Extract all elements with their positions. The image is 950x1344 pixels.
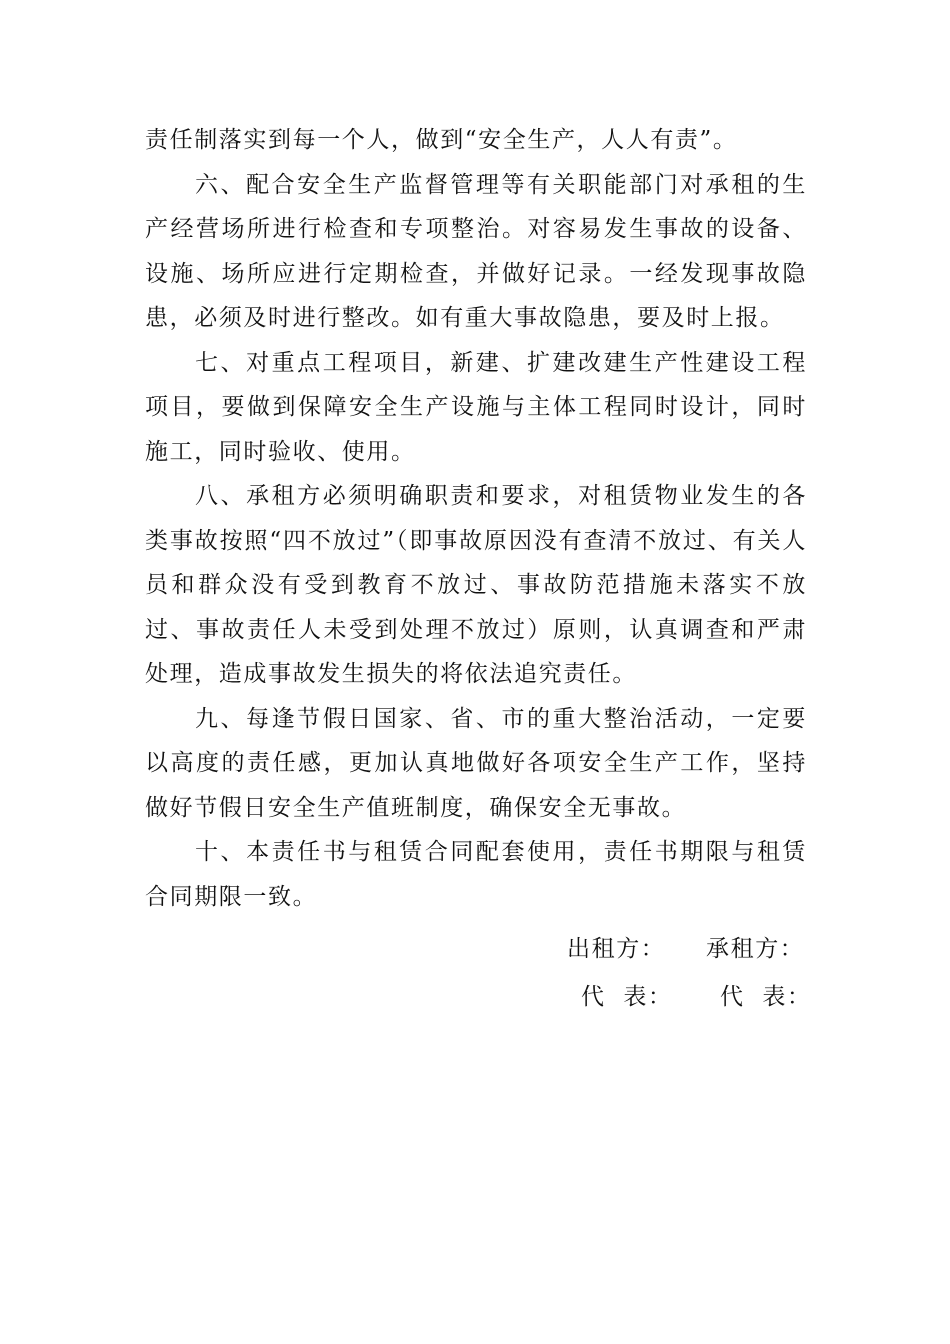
signature-representatives-row [0,978,950,1010]
paragraph-clause-7: 七、对重点工程项目，新建、扩建改建生产性建设工程项目，要做到保障安全生产设施与主体工程同时设计，同时施工，同时验收、使用。 [145,349,807,465]
lessee-representative-label: 代 表： [720,984,812,1010]
paragraph-clause-6: 六、配合安全生产监督管理等有关职能部门对承租的生产经营场所进行检查和专项整治。对容易发生事故的设备、设施、场所应进行定期检查，并做好记录。一经发现事故隐患，必须及时进行整改。如有重大事故隐患，要及时上报。 [145,171,807,331]
signature-parties-row [0,930,950,962]
document-body [145,118,807,919]
lessee-label: 承租方： [706,936,805,962]
paragraph-clause-10: 十、本责任书与租赁合同配套使用，责任书期限与租赁合同期限一致。 [145,839,807,910]
lessor-label: 出租方： [567,936,666,962]
paragraph-clause-8: 八、承租方必须明确职责和要求，对租赁物业发生的各类事故按照“四不放过”（即事故原因没有查清不放过、有关人员和群众没有受到教育不放过、事故防范措施未落实不放过、事故责任人未受到处理不放过）原则，认真调查和严肃处理，造成事故发生损失的将依法追究责任。 [145,483,807,687]
paragraph-continuation: 责任制落实到每一个人，做到“安全生产，人人有责”。 [145,127,738,153]
paragraph-clause-9: 九、每逢节假日国家、省、市的重大整治活动，一定要以高度的责任感，更加认真地做好各项安全生产工作，坚持做好节假日安全生产值班制度，确保安全无事故。 [145,705,807,821]
lessor-representative-label: 代 表： [581,984,673,1010]
